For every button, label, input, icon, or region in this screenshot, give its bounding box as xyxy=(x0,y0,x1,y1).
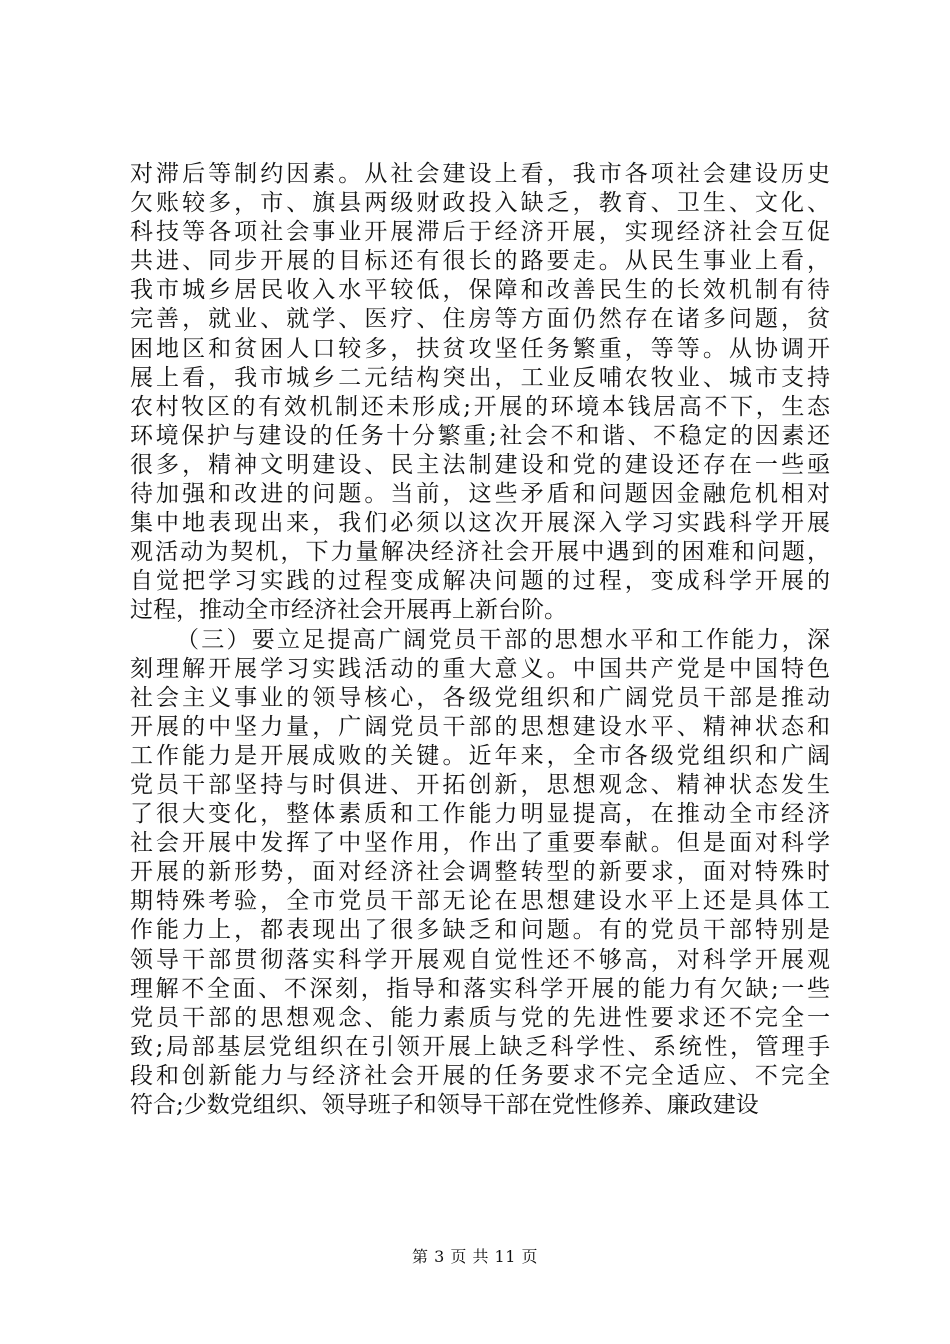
text-line: 符合;少数党组织、领导班子和领导干部在党性修养、廉政建设 xyxy=(130,1092,759,1118)
text-line: （三）要立足提高广阔党员干部的思想水平和工作能力，深 xyxy=(176,626,830,653)
text-line: 待加强和改进的问题。当前，这些矛盾和问题因金融危机相对 xyxy=(130,481,830,508)
text-line: 开展的中坚力量，广阔党员干部的思想建设水平、精神状态和 xyxy=(130,713,830,740)
text-line: 自觉把学习实践的过程变成解决问题的过程，变成科学开展的 xyxy=(130,568,830,595)
text-line: 农村牧区的有效机制还未形成;开展的环境本钱居高不下，生态 xyxy=(130,393,830,420)
text-line: 展上看，我市城乡二元结构突出，工业反哺农牧业、城市支持 xyxy=(130,364,830,391)
text-line: 党员干部的思想观念、能力素质与党的先进性要求还不完全一 xyxy=(130,1004,830,1031)
text-line: 开展的新形势，面对经济社会调整转型的新要求，面对特殊时 xyxy=(130,859,830,886)
text-line: 很多，精神文明建设、民主法制建设和党的建设还存在一些亟 xyxy=(130,451,830,478)
text-line: 社会开展中发挥了中坚作用，作出了重要奉献。但是面对科学 xyxy=(130,830,830,857)
text-line: 过程，推动全市经济社会开展再上新台阶。 xyxy=(130,597,567,624)
text-line: 共进、同步开展的目标还有很长的路要走。从民生事业上看， xyxy=(130,248,830,275)
text-line: 理解不全面、不深刻，指导和落实科学开展的能力有欠缺;一些 xyxy=(130,975,830,1002)
text-line: 段和创新能力与经济社会开展的任务要求不完全适应、不完全 xyxy=(130,1062,830,1089)
text-line: 集中地表现出来，我们必须以这次开展深入学习实践科学开展 xyxy=(130,510,830,537)
text-line: 我市城乡居民收入水平较低，保障和改善民生的长效机制有待 xyxy=(130,277,830,304)
text-line: 环境保护与建设的任务十分繁重;社会不和谐、不稳定的因素还 xyxy=(130,422,830,449)
text-line: 期特殊考验，全市党员干部无论在思想建设水平上还是具体工 xyxy=(130,888,830,915)
text-line: 致;局部基层党组织在引领开展上缺乏科学性、系统性，管理手 xyxy=(130,1033,830,1060)
text-line: 观活动为契机，下力量解决经济社会开展中遇到的困难和问题， xyxy=(130,539,830,566)
text-line: 工作能力是开展成败的关键。近年来，全市各级党组织和广阔 xyxy=(130,742,830,769)
text-line: 科技等各项社会事业开展滞后于经济开展，实现经济社会互促 xyxy=(130,219,830,246)
text-line: 了很大变化，整体素质和工作能力明显提高，在推动全市经济 xyxy=(130,801,830,828)
text-line: 作能力上，都表现出了很多缺乏和问题。有的党员干部特别是 xyxy=(130,917,830,944)
text-line: 对滞后等制约因素。从社会建设上看，我市各项社会建设历史 xyxy=(130,161,830,187)
body-text xyxy=(130,160,830,1120)
text-line: 刻理解开展学习实践活动的重大意义。中国共产党是中国特色 xyxy=(130,655,830,682)
page-footer: 第 3 页 共 11 页 xyxy=(412,1247,538,1266)
text-line: 困地区和贫困人口较多，扶贫攻坚任务繁重，等等。从协调开 xyxy=(130,335,830,362)
text-line: 领导干部贯彻落实科学开展观自觉性还不够高，对科学开展观 xyxy=(130,946,830,973)
text-line: 社会主义事业的领导核心，各级党组织和广阔党员干部是推动 xyxy=(130,684,830,711)
text-line: 党员干部坚持与时俱进、开拓创新，思想观念、精神状态发生 xyxy=(130,771,830,798)
text-line: 完善，就业、就学、医疗、住房等方面仍然存在诸多问题，贫 xyxy=(130,306,830,333)
text-line: 欠账较多，市、旗县两级财政投入缺乏，教育、卫生、文化、 xyxy=(130,190,830,217)
